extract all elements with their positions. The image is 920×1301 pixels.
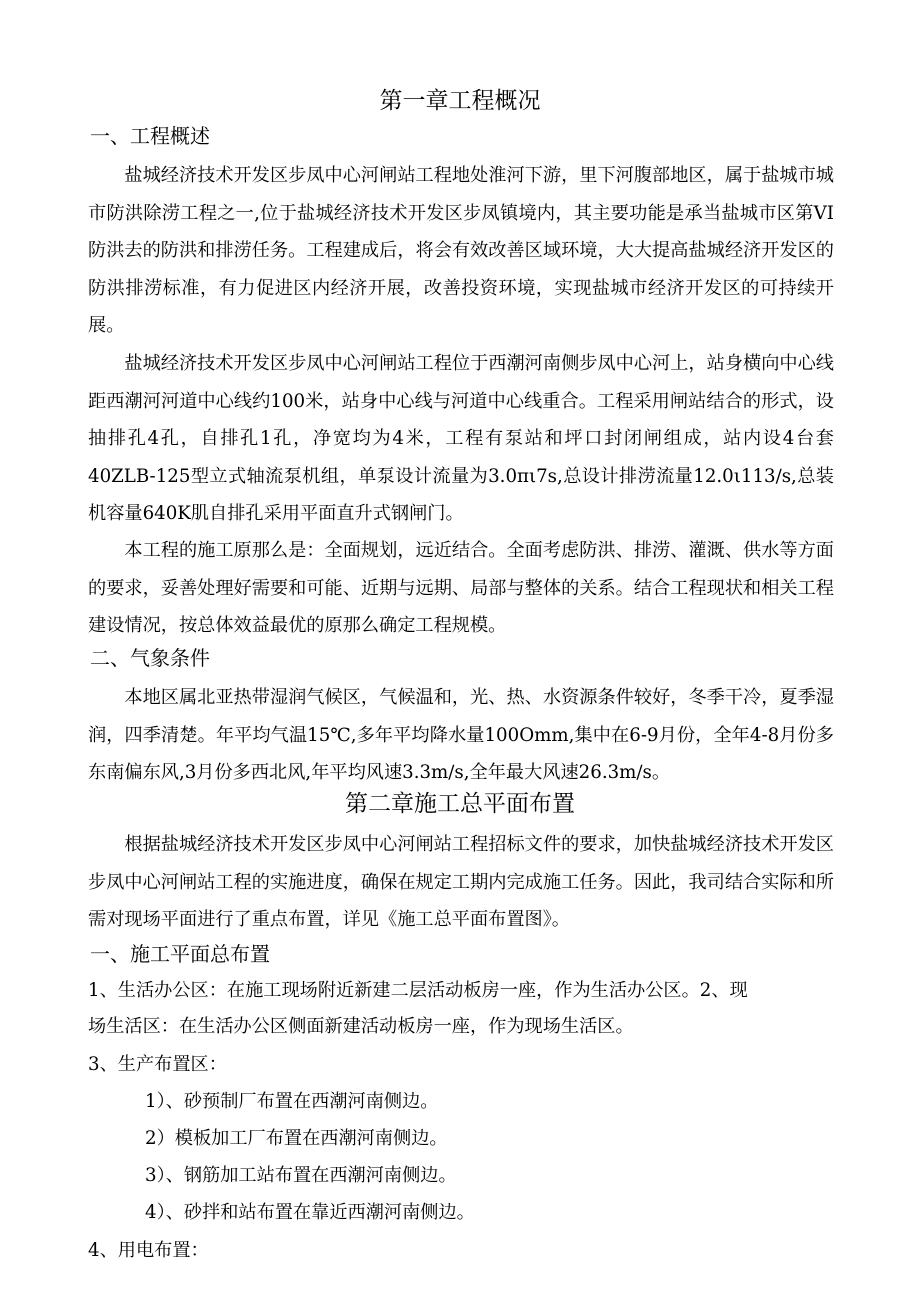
weather-paragraph: 本地区属北亚热带湿润气候区，气候温和，光、热、水资源条件较好，冬季干冷，夏季湿润，四季清楚。年平均气温15℃,多年平均降水量100Omm,集中在6-9月份，全年4-8月份多东南偏东风,3月份多西北风,年平均风速3.3m∕s,全年最大风速26.3m∕s。 xyxy=(88,687,834,784)
list-item-production-area: 3、生产布置区： xyxy=(88,1054,227,1075)
sub-item-rebar-station: 3）、钢筋加工站布置在西潮河南侧边。 xyxy=(145,1165,457,1186)
overview-paragraph-2: 盐城经济技术开发区步凤中心河闸站工程位于西潮河南侧步凤中心河上，站身横向中心线距西潮河河道中心线约100米，站身中心线与河道中心线重合。工程采用闸站结合的形式，设抽排孔4孔，自排孔1孔，净宽均为4米，工程有泵站和坪口封闭闸组成，站内设4台套40ZLB-125型立式轴流泵机组，单泵设计流量为3.0πι7s,总设计排涝流量12.0ι113∕s,总装机容量640K肌自排孔采用平面直升式钢闸门。 xyxy=(88,353,834,525)
overview-paragraph-3: 本工程的施工原那么是：全面规划，远近结合。全面考虑防洪、排涝、灌溉、供水等方面的要求，妥善处理好需要和可能、近期与远期、局部与整体的关系。结合工程现状和相关工程建设情况，按总体效益最优的原那么确定工程规模。 xyxy=(88,540,834,637)
section-weather-heading: 二、气象条件 xyxy=(90,646,210,670)
list-item-living-area: 场生活区：在生活办公区侧面新建活动板房一座，作为现场生活区。 xyxy=(88,1016,634,1037)
chapter-2-title: 第二章施工总平面布置 xyxy=(345,791,575,817)
list-item-office-area: 1、生活办公区：在施工现场附近新建二层活动板房一座，作为生活办公区。2、现 xyxy=(88,980,748,1001)
section-layout-heading: 一、施工平面总布置 xyxy=(90,942,270,966)
sub-item-precast-plant: 1）、砂预制厂布置在西潮河南侧边。 xyxy=(145,1091,439,1112)
sub-item-formwork-plant: 2）模板加工厂布置在西潮河南侧边。 xyxy=(145,1128,448,1149)
section-overview-heading: 一、工程概述 xyxy=(90,124,210,148)
list-item-power-layout: 4、用电布置： xyxy=(88,1240,209,1261)
layout-paragraph: 根据盐城经济技术开发区步凤中心河闸站工程招标文件的要求，加快盐城经济技术开发区步凤中心河闸站工程的实施进度，确保在规定工期内完成施工任务。因此，我司结合实际和所需对现场平面进行了重点布置，详见《施工总平面布置图》。 xyxy=(88,834,834,931)
chapter-1-title: 第一章工程概况 xyxy=(379,88,541,114)
sub-item-mixing-station: 4）、砂拌和站布置在靠近西潮河南侧边。 xyxy=(145,1202,475,1223)
overview-paragraph-1: 盐城经济技术开发区步凤中心河闸站工程地处淮河下游，里下河腹部地区，属于盐城市城市防洪除涝工程之一,位于盐城经济技术开发区步凤镇境内，其主要功能是承当盐城市区第VI防洪去的防洪和排涝任务。工程建成后，将会有效改善区域环境，大大提高盐城经济开发区的防洪排涝标准，有力促进区内经济开展，改善投资环境，实现盐城市经济开发区的可持续开展。 xyxy=(88,165,834,337)
